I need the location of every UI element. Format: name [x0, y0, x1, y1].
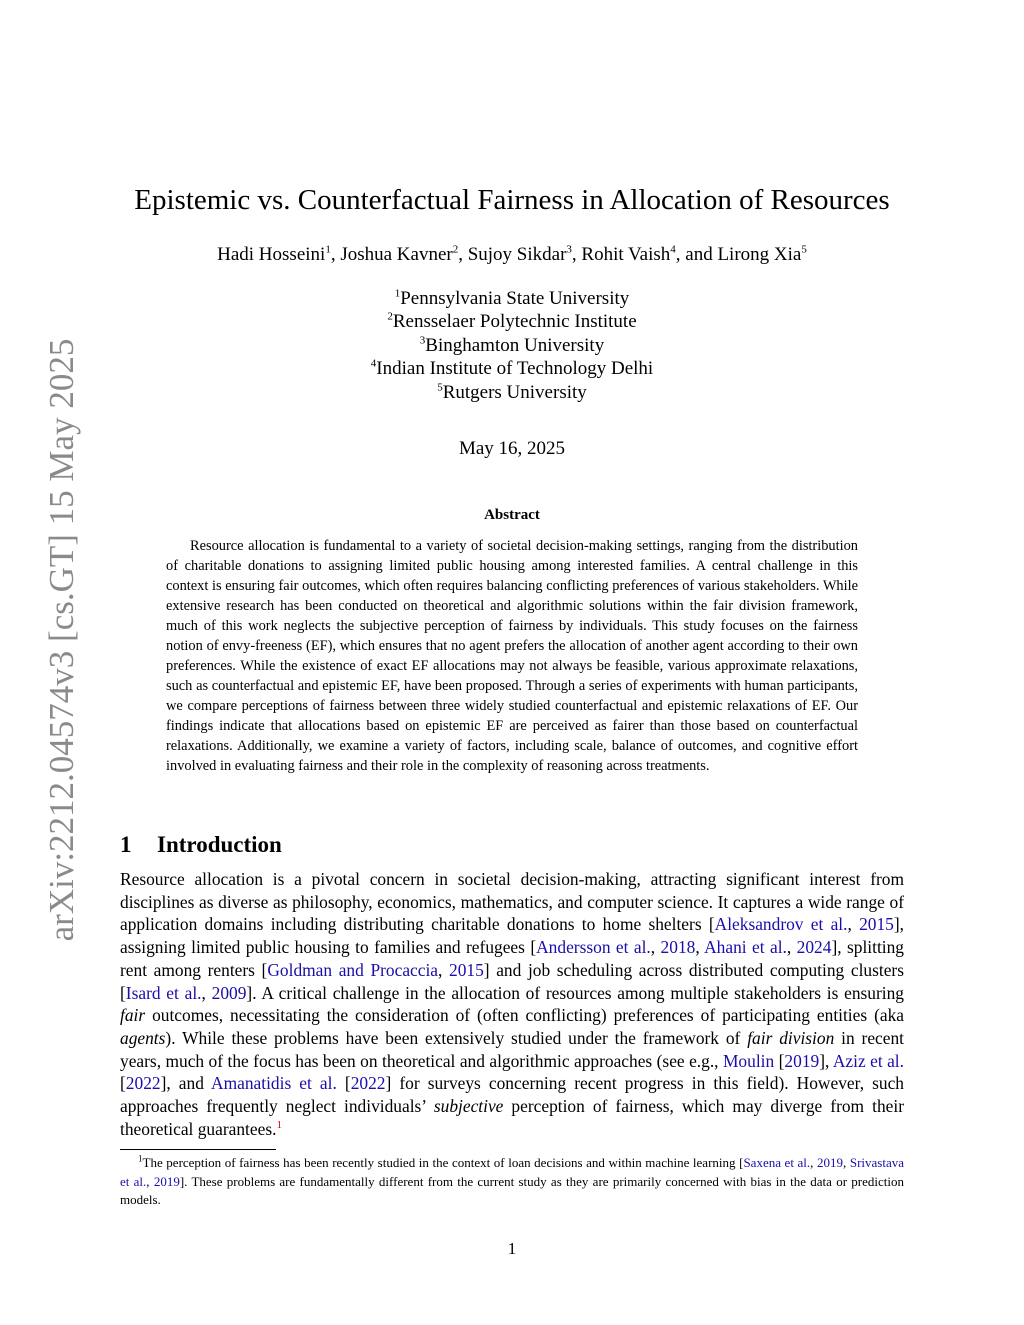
citation-year-link[interactable]: 2015 [449, 959, 484, 980]
citation-link[interactable]: Aziz et al. [832, 1050, 904, 1071]
affiliation: $^2$Rensselaer Polytechnic Institute [387, 311, 637, 333]
paper-title: Epistemic vs. Counterfactual Fairness in Allocation of Resources [134, 184, 890, 216]
footnote-reference-link[interactable]: 1 [276, 1118, 282, 1131]
footnote: $^1$The perception of fairness has been recently studied in the context of loan decisions and within machine learning [Saxena et al., 2019, Srivastava et al., 2019]. These problems are fundamentally different from the current study as they are primarily concerned with bias in the data or prediction models. [120, 1153, 905, 1207]
affiliation: $^3$Binghamton University [419, 334, 605, 356]
citation-year-link[interactable]: 2015 [859, 914, 894, 935]
abstract-heading: Abstract [484, 507, 540, 523]
citation-year-link[interactable]: 2019 [784, 1050, 820, 1071]
citation-link[interactable]: Goldman and Procaccia [267, 959, 439, 980]
citation-year-link[interactable]: 2019 [817, 1155, 844, 1170]
section-title: Introduction [157, 832, 282, 857]
emphasis: subjective [433, 1096, 504, 1117]
arxiv-identifier: arXiv:2212.04574v3 [cs.GT] 15 May 2025 [42, 338, 81, 942]
citation-year-link[interactable]: 2022 [125, 1073, 161, 1094]
author-name: Hadi Hosseini [217, 244, 326, 265]
author-affiliation-mark: 5 [801, 243, 807, 256]
emphasis: fair division [747, 1027, 835, 1048]
author-affiliation-mark: 3 [566, 243, 572, 256]
emphasis: agents [120, 1027, 166, 1048]
citation-year-link[interactable]: 2019 [153, 1173, 180, 1189]
abstract-text: Resource allocation is fundamental to a variety of societal decision-making settings, ranging from the distribution of charitable donations to assigning limited public housing among interested families. A central challenge in this context is ensuring fair outcomes, which often requires balancing conflicting preferences of various stakeholders. While extensive research has been conducted on theoretical and algorithmic solutions within the fair division framework, much of this work neglects the subjective perception of fairness by individuals. This study focuses on the fairness notion of envy-freeness (EF), which ensures that no agent prefers the allocation of another agent according to their own preferences. While the existence of exact EF allocations may not always be feasible, various approximate relaxations, such as counterfactual and epistemic EF, have been proposed. Through a series of experiments with human participants, we compare perceptions of fairness between three widely studied counterfactual and epistemic relaxations of EF. Our findings indicate that allocations based on epistemic EF are perceived as fairer than those based on counterfactual relaxations. Additionally, we examine a variety of factors, including scale, balance of outcomes, and cognitive effort involved in evaluating fairness and their role in the complexity of reasoning across treatments. [166, 538, 858, 774]
author-name: Lirong Xia [717, 244, 802, 265]
citation-year-link[interactable]: 2022 [350, 1073, 386, 1094]
footnote-mark: 1 [138, 1153, 143, 1164]
citation-link[interactable]: Amanatidis et al. [211, 1073, 337, 1094]
citation-year-link[interactable]: 2018 [660, 937, 696, 958]
author-affiliation-mark: 1 [325, 243, 331, 256]
author-name: Rohit Vaish [581, 244, 671, 265]
footnote-divider [120, 1149, 276, 1150]
author-name: Joshua Kavner [340, 244, 453, 265]
author-affiliation-mark: 4 [670, 243, 676, 256]
citation-link[interactable]: Aleksandrov et al. [714, 914, 848, 935]
emphasis: fair [120, 1005, 146, 1026]
citation-year-link[interactable]: 2024 [796, 937, 832, 958]
affiliation-list [0, 287, 1024, 404]
affiliation: $^1$Pennsylvania State University [394, 287, 630, 309]
author-list: Hadi Hosseini$^1$, Joshua Kavner$^2$, Sujoy Sikdar$^3$, Rohit Vaish$^4$, and Lirong Xia$^5$ [217, 243, 807, 265]
section-heading [120, 832, 282, 858]
affiliation: $^5$Rutgers University [437, 381, 587, 403]
introduction-paragraph: Resource allocation is a pivotal concern in societal decision-making, attracting significant interest from disciplines as diverse as philosophy, economics, mathematics, and computer science. It captures a wide range of application domains including distributing charitable donations to home shelters [Aleksandrov et al., 2015], assigning limited public housing to families and refugees [Andersson et al., 2018, Ahani et al., 2024], splitting rent among renters [Goldman and Procaccia, 2015] and job scheduling across distributed computing clusters [Isard et al., 2009]. A critical challenge in the allocation of resources among multiple stakeholders is ensuring fair outcomes, necessitating the consideration of (often conflicting) preferences of participating entities (aka agents). While these problems have been extensively studied under the framework of fair division in recent years, much of the focus has been on theoretical and algorithmic approaches (see e.g., Moulin [2019], Aziz et al. [2022], and Amanatidis et al. [2022] for surveys concerning recent progress in this field). However, such approaches frequently neglect individuals’ subjective perception of fairness, which may diverge from their theoretical guarantees.$^1$ [120, 869, 905, 1139]
citation-link[interactable]: Moulin [722, 1050, 775, 1071]
page-number: 1 [507, 1239, 517, 1258]
citation-link[interactable]: Isard et al. [125, 982, 202, 1003]
citation-link[interactable]: Saxena et al. [743, 1155, 811, 1170]
publication-date: May 16, 2025 [458, 438, 566, 459]
affiliation: $^4$Indian Institute of Technology Delhi [370, 357, 654, 380]
author-name: Sujoy Sikdar [467, 244, 567, 265]
section-number: 1 [120, 832, 132, 857]
author-affiliation-mark: 2 [452, 243, 459, 256]
citation-link[interactable]: Srivastava et al. [120, 1155, 905, 1189]
citation-link[interactable]: Andersson et al. [536, 937, 651, 958]
citation-link[interactable]: Ahani et al. [704, 937, 787, 958]
citation-year-link[interactable]: 2009 [211, 982, 247, 1003]
